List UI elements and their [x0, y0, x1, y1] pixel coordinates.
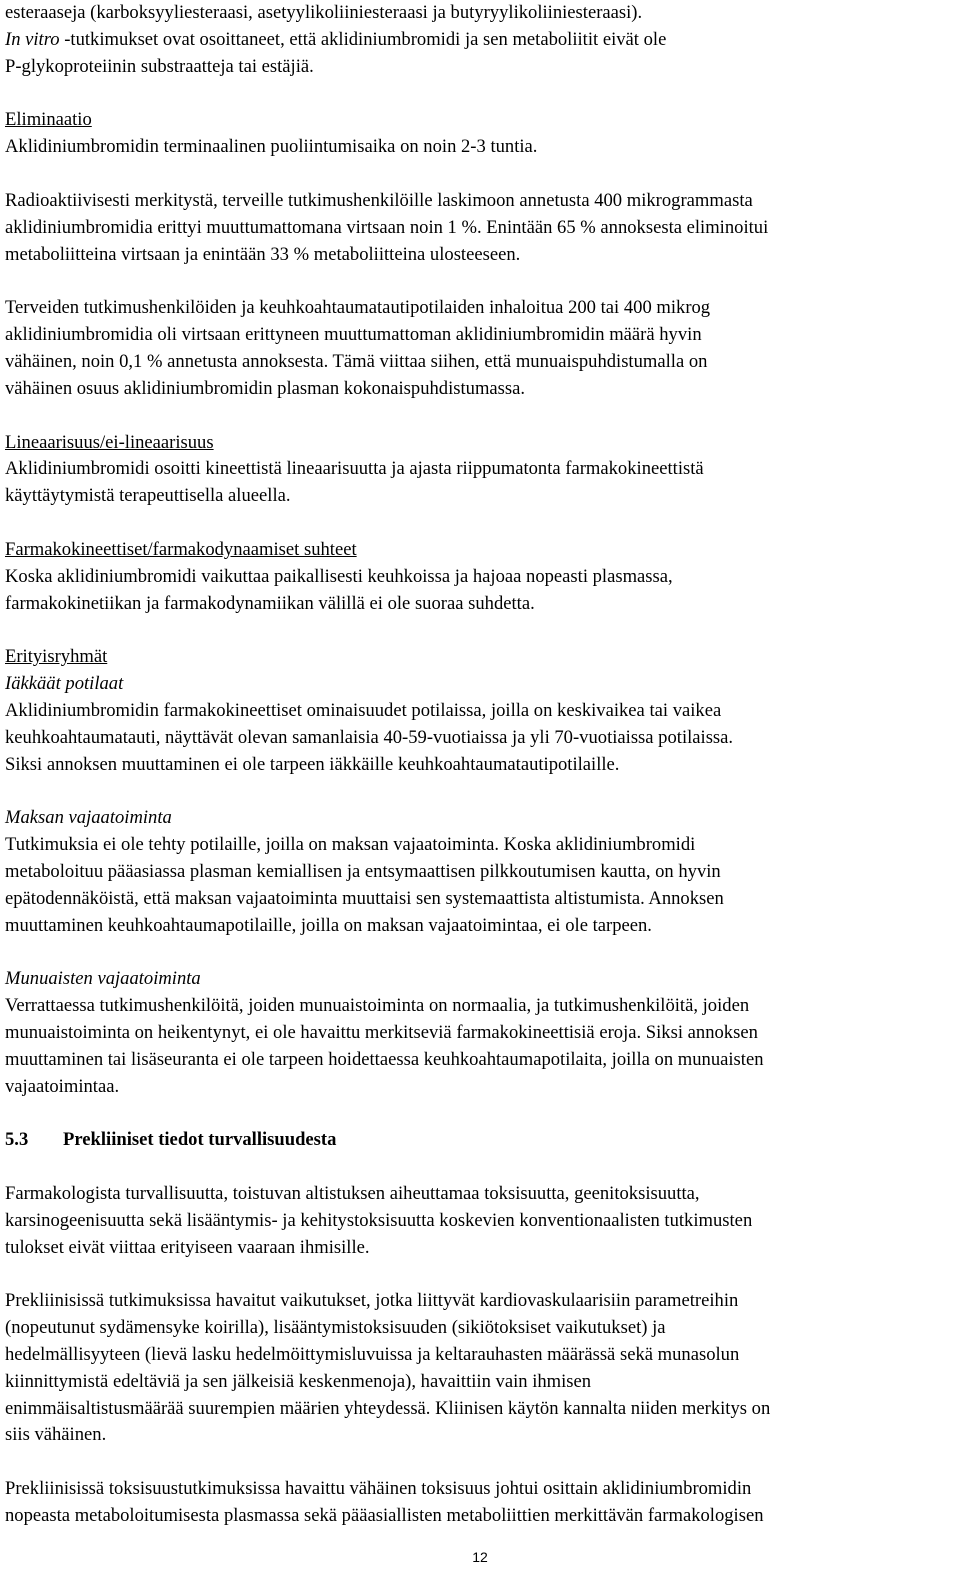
elderly-subheading: Iäkkäät potilaat: [5, 673, 124, 695]
text-line: Radioaktiivisesti merkitystä, terveille tutkimushenkilöille laskimoon annetusta 400 mikrogrammasta: [5, 189, 753, 211]
text-line: Farmakologista turvallisuutta, toistuvan altistuksen aiheuttamaa toksisuutta, geenitoksisuutta,: [5, 1183, 700, 1205]
elimination-section: [5, 107, 955, 161]
text-line: muuttaminen keuhkoahtaumapotilaille, joilla on maksan vajaatoimintaa, ei ole tarpeen.: [5, 914, 652, 936]
renal-section: [5, 966, 955, 1100]
special-populations-section: [5, 644, 955, 778]
text-line: (nopeutunut sydämensyke koirilla), lisääntymistoksisuuden (sikiötoksiset vaikutukset) ja: [5, 1317, 666, 1339]
text-line: metaboloituu pääasiassa plasman kemiallisen ja entsymaattisen pilkkoutumisen kautta, on hyvin: [5, 860, 721, 882]
preclinical-toxicity-paragraph: [5, 1476, 955, 1530]
text-line: aklidiniumbromidia erittyi muuttumattomana virtsaan noin 1 %. Enintään 65 % annoksesta eliminoitui: [5, 216, 769, 238]
special-populations-heading: Erityisryhmät: [5, 646, 108, 668]
text-line: Prekliinisissä toksisuustutkimuksissa havaittu vähäinen toksisuus johtui osittain aklidiniumbromidin: [5, 1478, 752, 1500]
text-line: hedelmällisyyteen (lievä lasku hedelmöittymisluvuissa ja keltarauhasten määrässä sekä munasolun: [5, 1344, 740, 1366]
section-5-3-heading: [5, 1127, 955, 1154]
text-line: P-glykoproteiinin substraatteja tai estäjiä.: [5, 55, 314, 77]
text-line: munuaistoiminta on heikentynyt, ei ole havaittu merkitseviä farmakokineettisiä eroja. Siksi annoksen: [5, 1021, 758, 1043]
text-line: esteraaseja (karboksyyliesteraasi, asetyylikoliiniesteraasi ja butyryylikoliiniesteraasi).: [5, 2, 643, 23]
linearity-section: [5, 430, 955, 510]
text-line: Siksi annoksen muuttaminen ei ole tarpeen iäkkäille keuhkoahtaumatautipotilaille.: [5, 753, 620, 775]
text-line: nopeasta metaboloitumisesta plasmassa sekä pääasiallisten metaboliittien merkittävän farmakologisen: [5, 1505, 764, 1527]
preclinical-effects-paragraph: [5, 1288, 955, 1449]
text-line: karsinogeenisuutta sekä lisääntymis- ja kehitystoksisuutta koskevien konventionaalisten tutkimusten: [5, 1209, 753, 1231]
text-line: vähäinen, noin 0,1 % annetusta annoksesta. Tämä viittaa siihen, että munuaispuhdistumalla on: [5, 350, 708, 372]
text-line: Aklidiniumbromidin farmakokineettiset ominaisuudet potilaissa, joilla on keskivaikea tai vaikea: [5, 699, 722, 721]
text-line: Tutkimuksia ei ole tehty potilaille, joilla on maksan vajaatoiminta. Koska aklidiniumbromidi: [5, 834, 696, 856]
text-span: -tutkimukset ovat osoittaneet, että aklidiniumbromidi ja sen metaboliitit eivät ole: [59, 28, 667, 50]
text-line: farmakokinetiikan ja farmakodynamiikan välillä ei ole suoraa suhdetta.: [5, 592, 535, 614]
text-line: [5, 27, 955, 54]
text-line: käyttäytymistä terapeuttisella alueella.: [5, 485, 291, 507]
metabolism-paragraph: [5, 0, 955, 80]
text-line: Aklidiniumbromidi osoitti kineettistä lineaarisuutta ja ajasta riippumatonta farmakokineettistä: [5, 458, 704, 480]
text-line: Prekliinisissä tutkimuksissa havaitut vaikutukset, jotka liittyvät kardiovaskulaarisiin parametreihin: [5, 1290, 739, 1312]
safety-pharmacology-paragraph: [5, 1181, 955, 1261]
hepatic-section: [5, 805, 955, 939]
renal-subheading: Munuaisten vajaatoiminta: [5, 968, 201, 990]
linearity-heading: Lineaarisuus/ei-lineaarisuus: [5, 431, 214, 453]
inhalation-paragraph: [5, 295, 955, 402]
text-line: vajaatoimintaa.: [5, 1075, 120, 1097]
text-line: vähäinen osuus aklidiniumbromidin plasman kokonaispuhdistumassa.: [5, 377, 526, 399]
text-line: siis vähäinen.: [5, 1424, 107, 1446]
section-number: 5.3: [5, 1129, 29, 1151]
pk-pd-section: [5, 537, 955, 617]
text-line: Terveiden tutkimushenkilöiden ja keuhkoahtaumatautipotilaiden inhaloitua 200 tai 400 mikrog: [5, 297, 711, 319]
text-line: epätodennäköistä, että maksan vajaatoiminta muuttaisi sen systemaattista altistumista. Annoksen: [5, 887, 724, 909]
pk-pd-heading: Farmakokineettiset/farmakodynaamiset suhteet: [5, 538, 357, 560]
text-line: Verrattaessa tutkimushenkilöitä, joiden munuaistoiminta on normaalia, ja tutkimushenkilöitä, joiden: [5, 995, 750, 1017]
section-title: Prekliiniset tiedot turvallisuudesta: [63, 1129, 337, 1151]
text-line: kiinnittymistä edeltäviä ja sen jälkeisiä keskenmenoja), havaittiin vain ihmisen: [5, 1370, 592, 1392]
text-line: muuttaminen tai lisäseuranta ei ole tarpeen hoidettaessa keuhkoahtaumapotilaita, joilla on munuaisten: [5, 1048, 764, 1070]
page-number: 12: [472, 1549, 488, 1565]
radioactive-paragraph: [5, 188, 955, 268]
italic-term: In vitro: [5, 28, 60, 50]
document-page: [5, 0, 955, 1530]
text-line: Koska aklidiniumbromidi vaikuttaa paikallisesti keuhkoissa ja hajoaa nopeasti plasmassa,: [5, 565, 673, 587]
text-line: metaboliitteina virtsaan ja enintään 33 % metaboliitteina ulosteeseen.: [5, 243, 521, 265]
hepatic-subheading: Maksan vajaatoiminta: [5, 807, 172, 829]
elimination-heading: Eliminaatio: [5, 109, 92, 131]
text-line: tulokset eivät viittaa erityiseen vaaraan ihmisille.: [5, 1236, 370, 1258]
text-line: Aklidiniumbromidin terminaalinen puoliintumisaika on noin 2-3 tuntia.: [5, 136, 538, 158]
text-line: aklidiniumbromidia oli virtsaan erittyneen muuttumattoman aklidiniumbromidin määrä hyvin: [5, 324, 702, 346]
text-line: keuhkoahtaumatauti, näyttävät olevan samanlaisia 40-59-vuotiaissa ja yli 70-vuotiaissa potilaissa.: [5, 726, 734, 748]
text-line: enimmäisaltistusmäärää suurempien määrien yhteydessä. Kliinisen käytön kannalta niiden merkitys on: [5, 1397, 771, 1419]
